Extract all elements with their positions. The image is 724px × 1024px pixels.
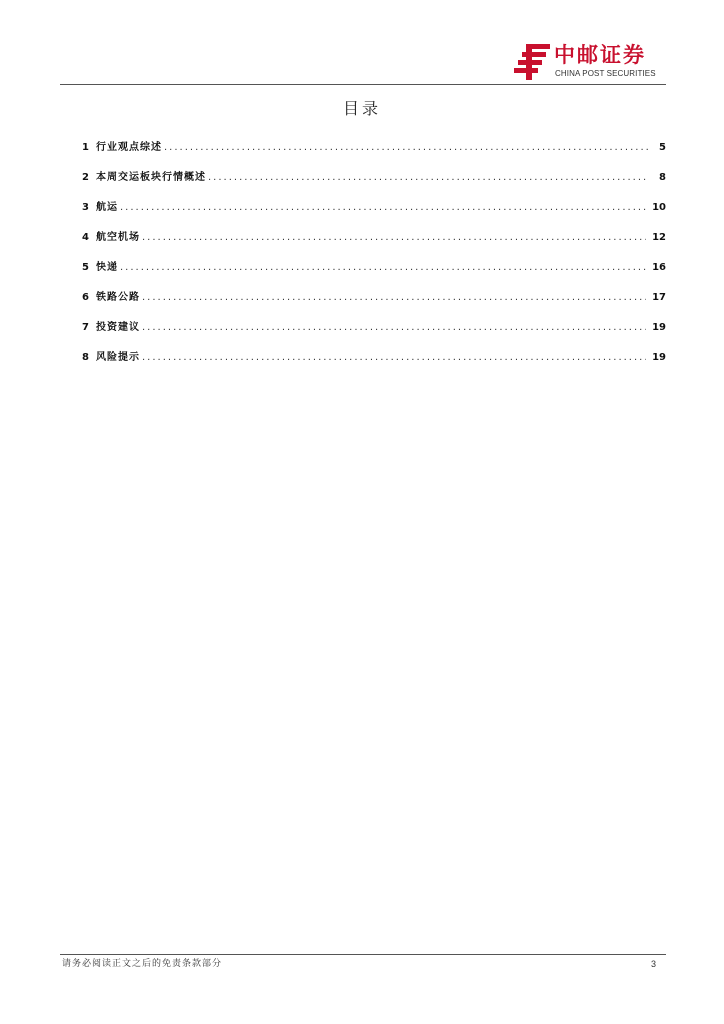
brand-name-cn: 中邮证券 [554, 43, 646, 67]
toc-entry-number: 7 [82, 322, 89, 333]
toc-entry-label: 本周交运板块行情概述 [96, 172, 206, 183]
toc-leader-dots [142, 350, 646, 366]
toc-entry-number: 1 [82, 142, 89, 153]
toc-entry-number: 2 [82, 172, 89, 183]
toc-entry-page: 19 [652, 352, 666, 363]
toc-leader-dots [142, 290, 646, 306]
brand-name-en: CHINA POST SECURITIES [555, 69, 656, 78]
toc-entry-6[interactable] [82, 289, 666, 319]
toc-entry-label: 风险提示 [96, 352, 140, 363]
toc-entry-number: 8 [82, 352, 89, 363]
toc-leader-dots [120, 200, 646, 216]
toc-title: 目录 [342, 99, 381, 118]
toc-entry-3[interactable] [82, 199, 666, 229]
toc-entry-page: 10 [652, 202, 666, 213]
toc-entry-page: 16 [652, 262, 666, 273]
toc-entry-5[interactable] [82, 259, 666, 289]
toc-entry-number: 3 [82, 202, 89, 213]
toc-entry-4[interactable] [82, 229, 666, 259]
toc-entry-label: 快递 [96, 262, 118, 273]
toc-leader-dots [142, 320, 646, 336]
page-header [0, 0, 724, 88]
china-post-logo-icon [512, 42, 552, 82]
toc-entry-7[interactable] [82, 319, 666, 349]
toc-leader-dots [164, 140, 648, 156]
table-of-contents [82, 139, 666, 379]
toc-entry-page: 8 [659, 172, 666, 183]
header-divider [60, 84, 666, 85]
toc-entry-number: 6 [82, 292, 89, 303]
toc-entry-page: 12 [652, 232, 666, 243]
brand-logo [512, 42, 668, 82]
toc-entry-label: 航运 [96, 202, 118, 213]
toc-entry-page: 19 [652, 322, 666, 333]
toc-leader-dots [142, 230, 646, 246]
toc-entry-number: 4 [82, 232, 89, 243]
toc-entry-2[interactable] [82, 169, 666, 199]
toc-entry-label: 铁路公路 [96, 292, 140, 303]
disclaimer-note: 请务必阅读正文之后的免责条款部分 [62, 959, 223, 969]
toc-entry-page: 5 [659, 142, 666, 153]
toc-leader-dots [120, 260, 646, 276]
toc-entry-page: 17 [652, 292, 666, 303]
toc-entry-number: 5 [82, 262, 89, 273]
toc-entry-label: 航空机场 [96, 232, 140, 243]
toc-entry-8[interactable] [82, 349, 666, 379]
toc-entry-label: 投资建议 [96, 322, 140, 333]
page-number: 3 [650, 959, 656, 969]
toc-entry-label: 行业观点综述 [96, 142, 162, 153]
toc-leader-dots [208, 170, 648, 186]
footer-divider [60, 954, 666, 955]
toc-entry-1[interactable] [82, 139, 666, 169]
